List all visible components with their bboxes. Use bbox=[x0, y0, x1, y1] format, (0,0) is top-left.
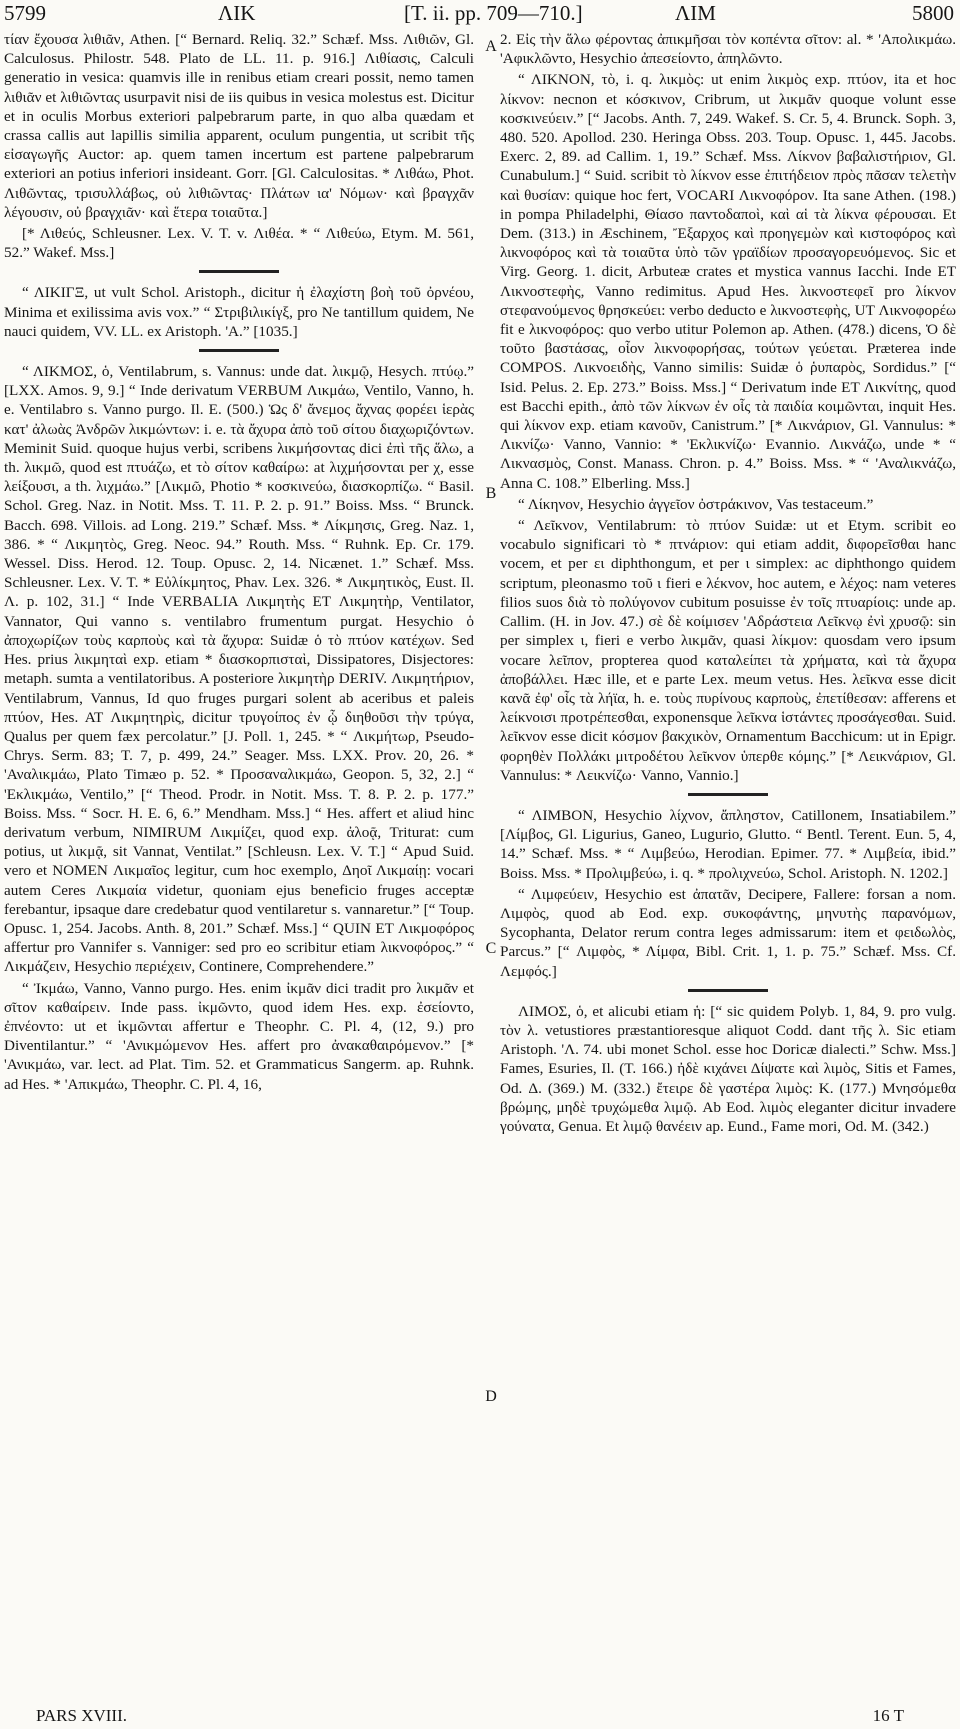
entry-ikmao: “ Ἰκμάω, Vanno, Vanno purgo. Hes. enim ἰκμᾶν dici tradit pro λικμᾶν et σῖτον καθαίρειν. Inde pass. ἰκμῶντο, quod idem Hes. exp. ἐσείοντο, ἐπνέοντο: ut et ἰκμῶνται affertur e Theophr. C. Pl. 4, (12, 9.) pro Diventilantur.” “ 'Ανικμώμενον Hes. affert pro ἀνακαθαιρόμενον.” [* 'Ανικμάω, var. lect. ad Plat. Tim. 52. et Grammaticus Sangerm. ap. Ruhnk. ad Hes. * 'Απικμάω, Theophr. C. Pl. 4, 16, bbox=[4, 979, 474, 1093]
entry-likinx: “ ΛΙΚΙΓΞ, ut vult Schol. Aristoph., dicitur ἡ ἐλαχίστη βοὴ τοῦ ὀρνέου, Minima et exilissima avis vox.” “ Στριβιλικίγξ, pro Ne tantillum quidem, Ne nauci quidem, VV. LL. ex Aristoph. 'Α.” [1035.] bbox=[4, 284, 474, 340]
entry-lithiao: τίαν ἔχουσα λιθιᾶν, Athen. [“ Bernard. Reliq. 32.” Schæf. Mss. Λιθιῶν, Gl. Calculosus. Philostr. 548. Plato de LL. 11. p. 916.] Λιθίασις, Calculi generatio in vesica: quamvis ille in renibus etiam creari possit, nemo tamen λιθιᾶν et λιθιῶντας usurpavit nisi de iis quibus in vesica molestus est. Dicitur et in oculis Morbus exteriori palpebrarum parte, in quo alba quædam et crassa callis aut lapillis similia apparent, oculum pungentia, ut scribit τῆς εἰσαγωγῆς Auctor: ap. quem tamen incertum est partene palpebrarum exteriori an potius inferiori insideant. Gorr. [Gl. Calculositas. * Λιθάω, Phot. Λιθῶντας, τρισυλλάβως, οὐ λιθιῶντας· Πλάτων ια' Νόμων· καὶ βραγχᾶν λέγουσιν, οὐ βραγχιᾶν· καὶ ἕτερα τοιαῦτα.] bbox=[4, 31, 474, 221]
left-column bbox=[4, 30, 474, 1720]
margin-letter-c: C bbox=[485, 940, 497, 957]
volume-reference: [T. ii. pp. 709—710.] bbox=[404, 1, 583, 25]
section-divider bbox=[688, 989, 768, 992]
section-divider bbox=[688, 793, 768, 796]
entry-likenon: “ Λίκηνον, Hesychio ἀγγεῖον ὀστράκινον, Vas testaceum.” bbox=[518, 495, 874, 513]
signature-right: 16 T bbox=[872, 1706, 904, 1725]
margin-letter-d: D bbox=[485, 1388, 497, 1405]
running-head-right: ΛΙΜ bbox=[675, 1, 716, 25]
running-head-left: ΛΙΚ bbox=[218, 1, 256, 25]
section-divider bbox=[199, 349, 279, 352]
entry-limpheuein: “ Λιμφεύειν, Hesychio est ἀπατᾶν, Decipere, Fallere: forsan a nom. Λιμφὸς, quod ab Eod. exp. συκοφάντης, μηνυτὴς παρανόμων, Sycophanta, Delator rerum contra leges admissarum: item et φειδωλὸς, Parcus.” [“ Λιμφὸς, * Λίμφα, Bibl. Crit. 1, 1. p. 75.” Schæf. Mss. Cf. Λεμφός.] bbox=[500, 885, 956, 980]
page-header bbox=[0, 0, 960, 26]
entry-liknon: “ ΛΙΚΝΟΝ, τὸ, i. q. λικμὸς: ut enim λικμὸς exp. πτύον, ita et hoc λίκνον: necnon et κόσκινον, Cribrum, ut λικμᾶν quoque volunt esse κοσκινεύειν.” [“ Jacobs. Anth. 7, 249. Wakef. S. Cr. 5, 4. Brunck. Soph. 3, 480. 520. Apollod. 230. Heringa Obss. 203. Toup. Opusc. 1, 445. Jacobs. Exerc. 2, 89. ad Callim. 1, 19.” Schæf. Mss. Λίκνον βαβαλιστήριον, Gl. Cunabulum.] “ Suid. scribit τὸ λίκνον esse ἐπιτήδειον πρὸς πᾶσαν τελετὴν καὶ θυσίαν: quique hoc fert, VOCARI Λικνοφόρον. Ita sane Athen. (198.) in pompa Philadelphi, Θίασο παντοδαποὶ, καὶ αἱ τὰ λίκνα φέρουσαι. Et Dem. (313.) in Æschinem, Ἔξαρχος καὶ προηγεμὼν καὶ κιστοφόρος καὶ λικνοφόρος καὶ τὰ τοιαῦτα ὑπὸ τῶν γραϊδίων προσαγορευόμενος. Sic et Virg. Georg. 1. dicit, Arbuteæ crates et mystica vannus Iacchi. Inde ET Λικνοστεφὴς, Vanno redimitus. Apud Hes. λικνοστεφεῖ pro λίκνον στεφανούμενος θρησκεύει: verbo deducto e λικνοστεφὴς, UT Λικνοφορέω fit e λικνοφόρος: quo verbo utitur Polemon ap. Athen. (478.) dicens, Ὁ δὲ τοῦτο βαστάσας, οἷον λικνοφορήσας, τούτων γεύεται. Præterea inde COMPOS. Λικνοειδὴς, Vanno similis: Suidæ ὁ ῥυπαρὸς, Sordidus.” [“ Isid. Pelus. 2. Ep. 273.” Boiss. Mss.] “ Derivatum inde ET Λικνίτης, quod est Bacchi epith., ἀπὸ τῶν λίκνων ἐν οἷς τὰ παιδία κοιμῶνται, inquit Hes. qui λίκνον exp. etiam κανοῦν, Canistrum.” [* Λικνάριον, Gl. Vannulus: * Λικνίζω· Vanno, Vannio: * 'Εκλικνίζω· Evannio. Λικνάζω, unde * “ Λικνασμὸς, Const. Manass. Chron. p. 4.” Boiss. Mss. * “ 'Αναλικνάζω, Anna C. 108.” Elberling. Mss.] bbox=[500, 71, 956, 492]
entry-leiknon: “ Λεῖκνον, Ventilabrum: τὸ πτύον Suidæ: ut et Etym. scribit eo vocabulo significari τὸ * πτνάριον: qui etiam addit, διφορεῖσθαι hanc vocem, et per ει diphthongum, et per ι simplex: ac diphthongo quidem scriptum, pleonasmo τοῦ ι fieri e λέκνον, hoc autem, e λέχος: nam veteres filios suos διὰ τὸ πολύγονον cubitum posuisse ἐν τοῖς πτυαρίοις: unde ap. Callim. (H. in Jov. 47.) σὲ δὲ κοίμισεν 'Αδράστεια Λεῖκνῳ ἐνὶ χρυσῷ: sin per simplex ι, fieri e verbo λικμᾶν, quasi λίκμον: quosdam vero ipsum vocare λεῖπον, propterea quod καταλείπει τὰ χρήματα, καὶ τὰ ἄχυρα ἀποβάλλει. Hæc ille, et e parte Lex. meum vetus. Hes. λεῖκνα esse dicit κανᾶ ἐφ' οἷς τὰ λήϊα, h. e. τοὺς πυρίνους καρποὺς, ἐπετίθεσαν: afferens et λείκνοισι προτρέπεσθαι, exponensque λεῖκνα ἱστάντες προσάγεσθαι. Suid. λεῖκνον esse dicit κόσμον βακχικὸν, Ornamentum Bacchicum: ut in Epigr. φορηθὲν Πολλάκι μιτροδέτου λεῖκνον ὑπερθε κόμης.” [* Λεικνάριον, Gl. Vannulus: * Λεικνίζω· Vanno, Vannio.] bbox=[500, 517, 956, 784]
entry-likmos: “ ΛΙΚΜΟΣ, ὁ, Ventilabrum, s. Vannus: unde dat. λικμῷ, Hesych. πτύῳ.” [LXX. Amos. 9, 9.] “ Inde derivatum VERBUM Λικμάω, Ventilo, Vanno, h. e. Ventilabro s. Vanno purgo. Il. E. (500.) Ὡς δ' ἄνεμος ἄχνας φορέει ἱερὰς κατ' ἀλωὰς Ἀνδρῶν λικμώντων: i. e. τὰ ἄχυρα ἀπὸ τοῦ σίτου διαχωριζόντων. Meminit Suid. quoque hujus verbi, scribens λικμήσοντας dici ἐπὶ τῆς ἅλω, a th. λικμῶ, quod est πτυάζω, et τὸ σίτον καθαίρω: at λιχμήσονται per χ, esse λείξουσι, a th. λιχμάω.” [Λικμῶ, Photio * κοσκινεύω, διασκορπίζω. “ Basil. Schol. Greg. Naz. in Notit. Mss. T. 11. P. 2. p. 91.” Boiss. Mss. “ Brunck. Bacch. 698. Villois. ad Long. 219.” Schæf. Mss. * Λίκμησις, Greg. Naz. 1, 386. * “ Λικμητὸς, Greg. Neoc. 94.” Routh. Mss. “ Ruhnk. Ep. Cr. 179. Wessel. Diss. Herod. 12. Toup. Opusc. 2, 14. Nicænet. 1.” Schæf. Mss. Schleusner. Lex. V. T. * Εὐλίκμητος, Phav. Lex. 326. * Λικμητικὸς, Eust. Il. Λ. p. 102, 31.] “ Inde VERBALIA Λικμητὴς ET Λικμητὴρ, Ventilator, Vannator, Qui vanno s. ventilabro frumentum purgat. Hesychio ὁ ἀποχωρίζων τοὺς καρποὺς καὶ τὰ ἄχυρα: Suidæ ὁ τὸ πτύον κατέχων. Sed Hes. prius λικμηταὶ exp. etiam * διασκορπισταὶ, Dissipatores, Disjectores: metaph. sumta a ventilatoribus. A posteriore λικμητὴρ DERIV. Λικμητήριον, Ventilabrum, Vannus, Id quo fruges purgari solent ab aceribus et paleis πτύον, Hes. AT Λικμητηρὶς, dicitur τρυγοίπος ἐν ᾧ διηθοῦσι τὴν τρύγα, Qualus per quem fæx percolatur.” [J. Poll. 1, 245. * “ Λικμήτωρ, Pseudo-Chrys. Serm. 83; T. 7, p. 499, 24.” Seager. Mss. LXX. Prov. 20, 26. * 'Αναλικμάω, Plato Timæo p. 52. * Προσαναλικμάω, Geopon. 5, 32, 2.] “ 'Εκλικμάω, Ventilo,” [“ Theod. Prodr. in Notit. Mss. T. 8. P. 2. p. 177.” Boiss. Mss. “ Socr. H. E. 6, 6.” Mendham. Mss.] “ Hes. affert et aliud hinc derivatum verbum, NIMIRUM Λικμίζει, quod exp. ἀλοᾷ, Triturat: cum potius, ut λικμᾷ, sit Vannat, Ventilat.” [Schleusn. Lex. V. T.] “ Apud Suid. vero et NOMEN Λικμαῖος legitur, cum hoc exemplo, Δηοῖ Λικμαίῃ: vocari autem Ceres Λικμαία videtur, quoniam ejus beneficio fruges acceptæ ferebantur, ipsaque dare credebatur quod ventilaretur s. vannaretur.” [“ Toup. Opusc. 1, 254. Jacobs. Anth. 8, 201.” Schæf. Mss.] “ QUIN ET Λικμοφόρος affertur pro Vannifer s. Vanniger: sed pro eo scribitur etiam λικνοφόρος.” “ Λικμάζειν, Hesychio περιέχειν, Continere, Comprehendere.” bbox=[4, 363, 474, 976]
signature-left: PARS XVIII. bbox=[36, 1706, 128, 1725]
page-number-right: 5800 bbox=[912, 1, 954, 25]
entry-apikmao: 2. Εἰς τὴν ἅλω φέροντας ἀπικμῆσαι τὸν κοπέντα σῖτον: al. * 'Απολικμάω. 'Αφικλῶντο, Hesychio ἀπεσείοντο, ἀπηλῶντο. bbox=[500, 31, 956, 68]
page-number-left: 5799 bbox=[4, 1, 46, 25]
margin-letter-a: A bbox=[485, 38, 497, 55]
entry-litheus: [* Λιθεύς, Schleusner. Lex. V. T. v. Λιθέα. * “ Λιθεύω, Etym. M. 561, 52.” Wakef. Mss.] bbox=[4, 225, 474, 262]
section-divider bbox=[199, 270, 279, 273]
page-footer bbox=[0, 1706, 960, 1728]
entry-limbon: “ ΛΙΜΒΟΝ, Hesychio λίχνον, ἄπληστον, Catillonem, Insatiabilem.” [Λίμβος, Gl. Ligurius, Ganeo, Lugurio, Glutto. “ Bentl. Terent. Eun. 5, 4, 14.” Schæf. Mss. * “ Λιμβεύω, Herodian. Epimer. 77. * Λιμβεία, ibid.” Boiss. Mss. * Προλιμβεύω, i. q. * προλιχνεύω, Schol. Aristoph. N. 1202.] bbox=[500, 806, 956, 882]
margin-letter-b: B bbox=[485, 485, 497, 502]
entry-limos: ΛΙΜΟΣ, ὁ, et alicubi etiam ἡ: [“ sic quidem Polyb. 1, 84, 9. pro vulg. τὸν λ. vetustiores præstantioresque aliquot Codd. dant τῆς λ. Sic etiam Aristoph. 'Λ. 74. ubi monet Schol. esse hoc Doricæ dialecti.” Schw. Mss.] Fames, Esuries, Il. (T. 166.) ἠδὲ κιχάνει Δίψατε καὶ λιμὸς, Sitis et Fames, Od. Δ. (369.) M. (332.) ἔτειρε δὲ γαστέρα λιμὸς: K. (177.) Μνησόμεθα βρώμης, μηδὲ τρυχώμεθα λιμῷ. Ab Eod. λιμὸς eleganter dicitur invadere γούνατα, Genua. Et λιμῷ θανέειν ap. Eund., Fame mori, Od. M. (342.) bbox=[500, 1002, 956, 1135]
right-column bbox=[500, 30, 956, 1720]
